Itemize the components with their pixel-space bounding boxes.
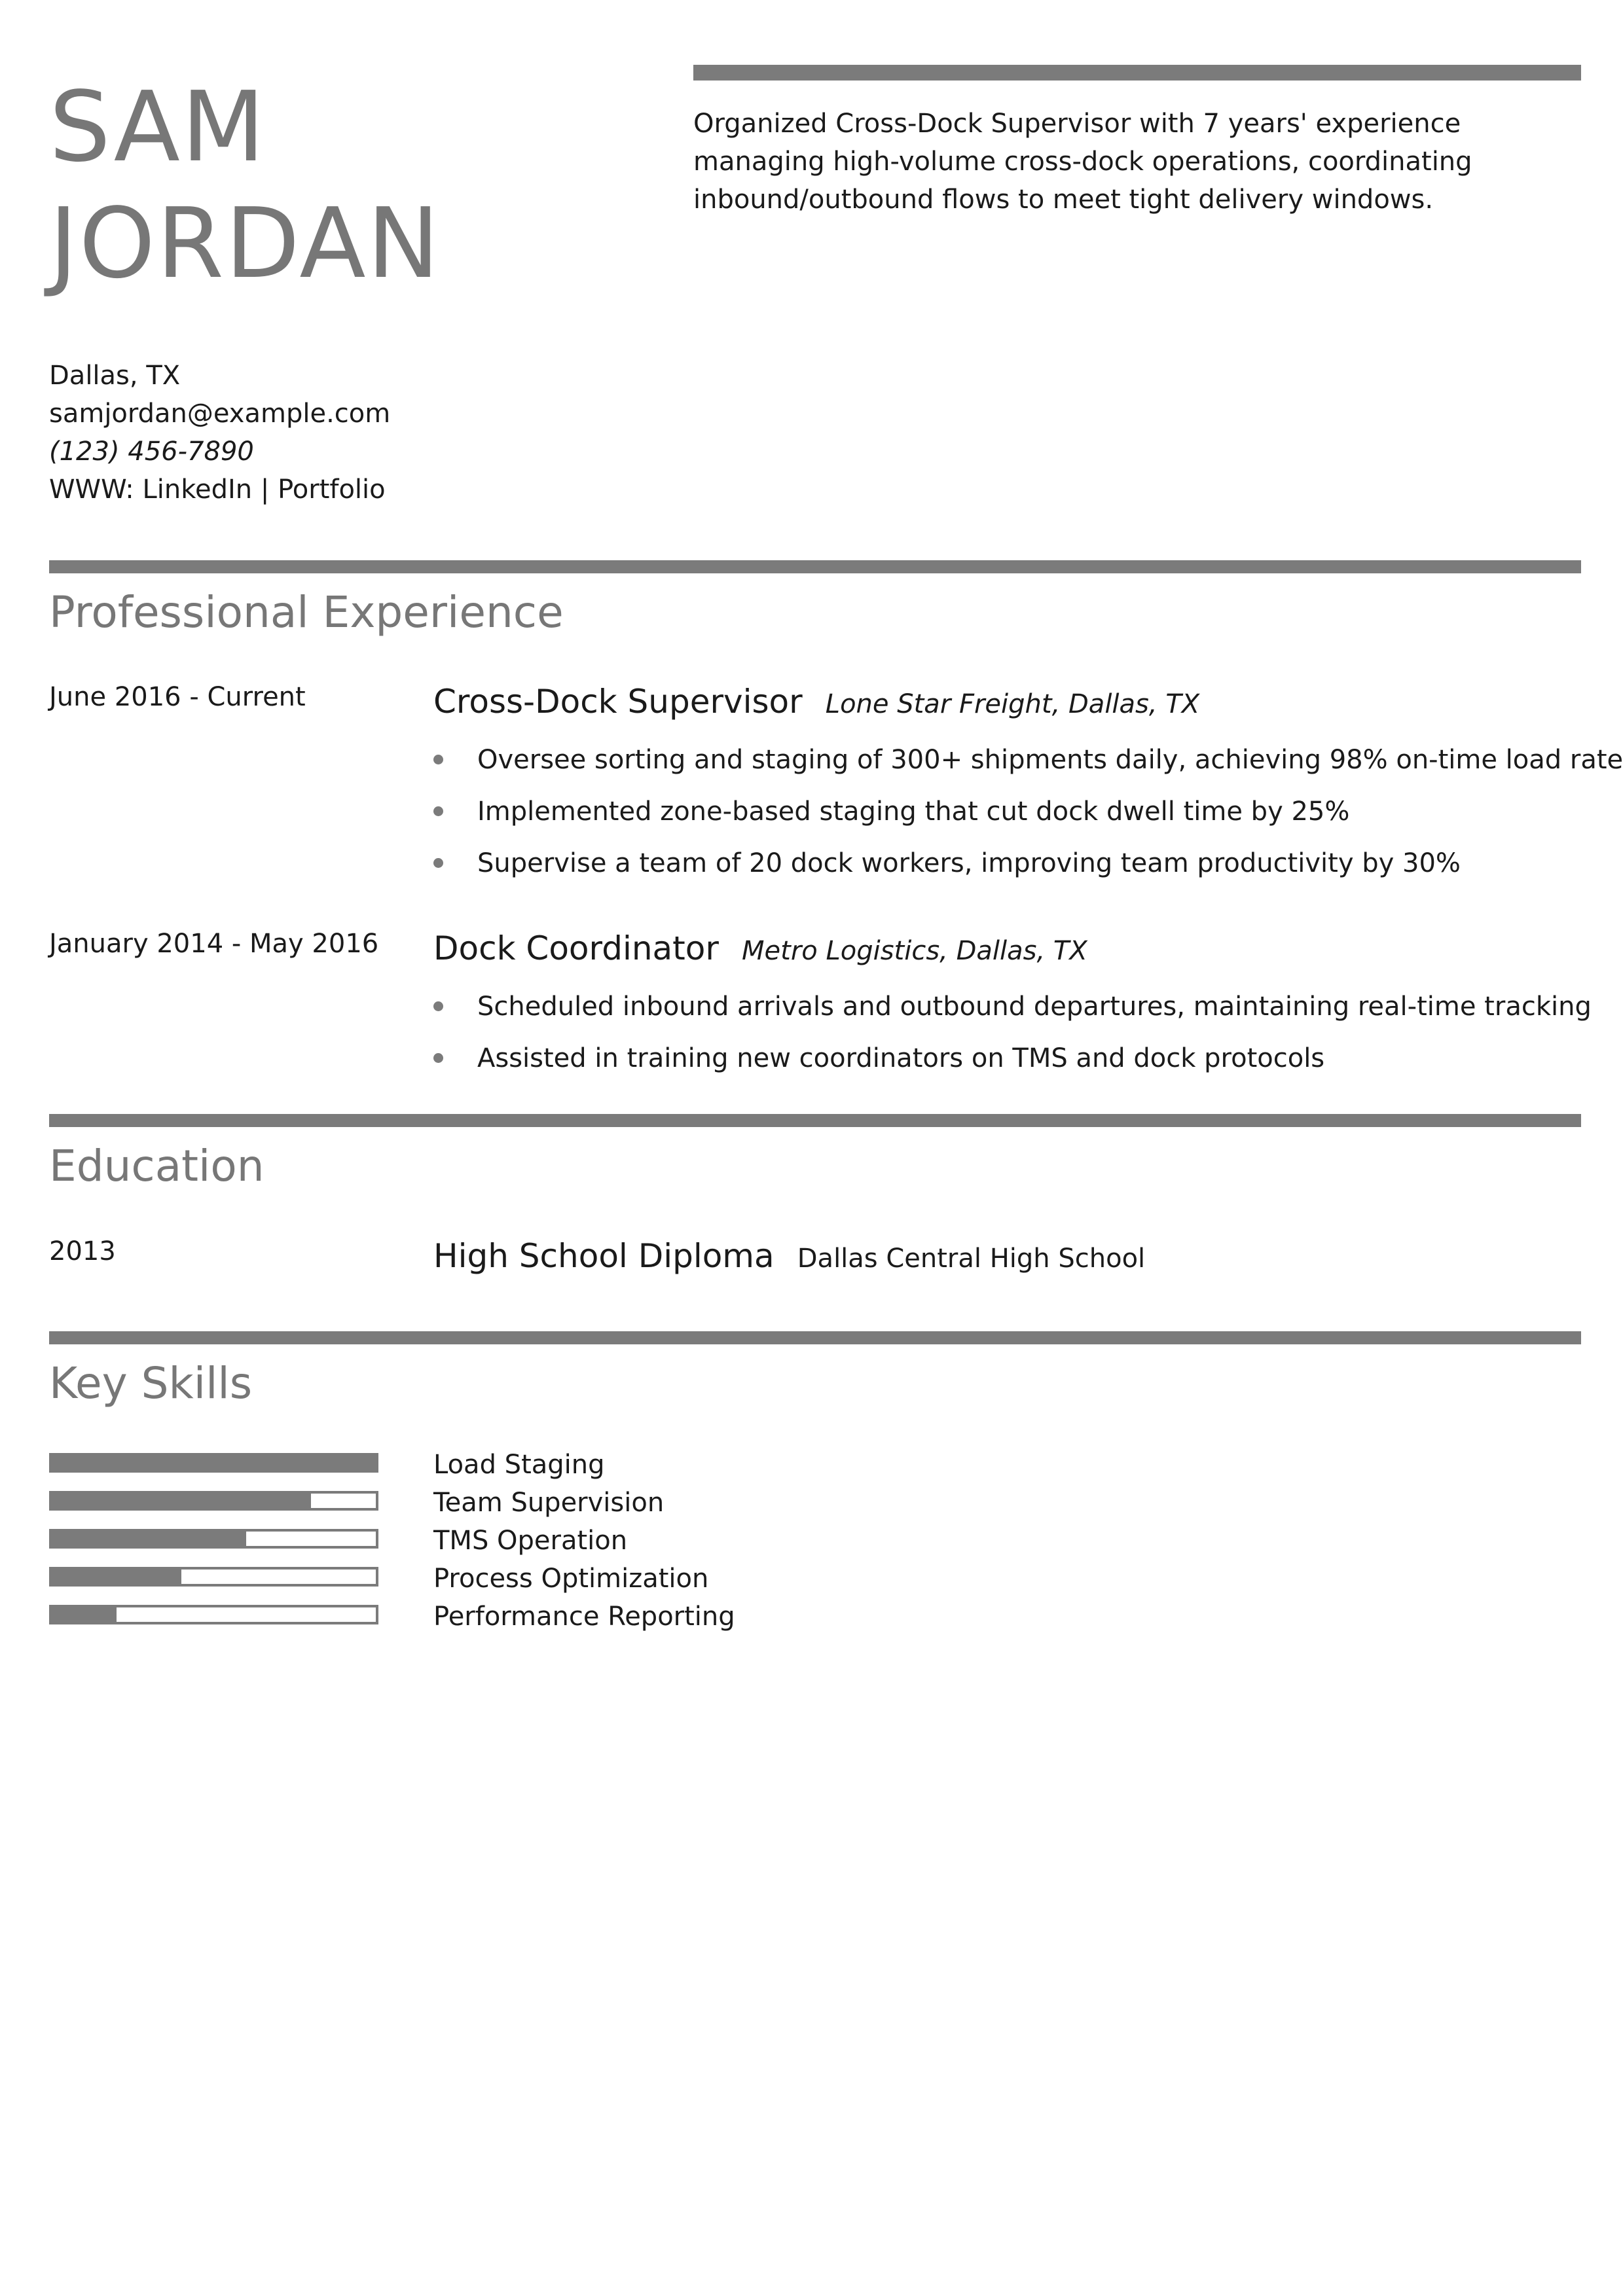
skill-level-fill [52,1456,376,1470]
job-company: Lone Star Freight, Dallas, TX [825,689,1200,719]
skill-row [49,1522,966,1560]
job-bullet: Scheduled inbound arrivals and outbound departures, maintaining real-time tracking [433,981,1592,1033]
skill-name: TMS Operation [433,1526,628,1556]
skills-divider [49,1331,1581,1344]
contact-email[interactable]: samjordan@example.com [49,399,391,429]
contact-info [49,357,390,509]
skill-row [49,1560,966,1598]
job-bullets [433,734,1623,889]
linkedin-link[interactable]: LinkedIn [142,475,253,505]
summary-divider [693,65,1581,81]
skill-row [49,1484,966,1522]
skill-row [49,1446,966,1484]
job-header [433,682,1199,721]
skill-name: Load Staging [433,1450,605,1480]
experience-heading: Professional Experience [49,587,564,637]
skill-level-bar [49,1453,378,1473]
job-dates: June 2016 - Current [49,682,306,712]
education-year: 2013 [49,1236,116,1266]
job-header [433,929,1087,968]
skill-level-fill [52,1570,181,1584]
contact-web [49,471,390,509]
first-name: SAM [49,71,266,183]
job-bullet: Supervise a team of 20 dock workers, improving team productivity by 30% [433,838,1623,889]
skill-level-bar [49,1491,378,1511]
skill-level-fill [52,1607,117,1622]
education-divider [49,1114,1581,1127]
last-name: JORDAN [49,187,441,300]
profile-summary: Organized Cross-Dock Supervisor with 7 years' experience managing high-volume cross-dock operations, coordinating inbound/outbound flows to meet tight delivery windows. [693,109,1472,215]
portfolio-link[interactable]: Portfolio [278,475,386,505]
education-degree: High School Diploma [433,1237,775,1275]
job-bullet: Implemented zone-based staging that cut dock dwell time by 25% [433,786,1623,838]
skill-level-fill [52,1532,246,1546]
job-dates: January 2014 - May 2016 [49,929,379,959]
job-company: Metro Logistics, Dallas, TX [742,936,1087,966]
skill-level-bar [49,1605,378,1624]
education-school: Dallas Central High School [797,1244,1146,1274]
job-title: Dock Coordinator [433,929,719,967]
candidate-name [49,69,441,302]
web-prefix: WWW: [49,475,134,505]
education-entry [433,1236,1145,1276]
skill-name: Team Supervision [433,1488,665,1518]
job-title: Cross-Dock Supervisor [433,683,803,721]
job-bullet: Oversee sorting and staging of 300+ shipments daily, achieving 98% on-time load rate [433,734,1623,786]
job-bullet: Assisted in training new coordinators on TMS and dock protocols [433,1033,1592,1085]
web-separator: | [260,475,270,505]
skill-level-bar [49,1567,378,1587]
skills-heading: Key Skills [49,1358,253,1408]
job-bullets [433,981,1592,1085]
skill-row [49,1598,966,1636]
contact-phone: (123) 456-7890 [49,437,254,467]
contact-location: Dallas, TX [49,361,181,391]
skill-name: Process Optimization [433,1564,709,1594]
skill-level-bar [49,1529,378,1549]
skill-name: Performance Reporting [433,1602,735,1632]
skill-level-fill [52,1494,311,1508]
education-heading: Education [49,1141,264,1191]
experience-divider [49,560,1581,573]
